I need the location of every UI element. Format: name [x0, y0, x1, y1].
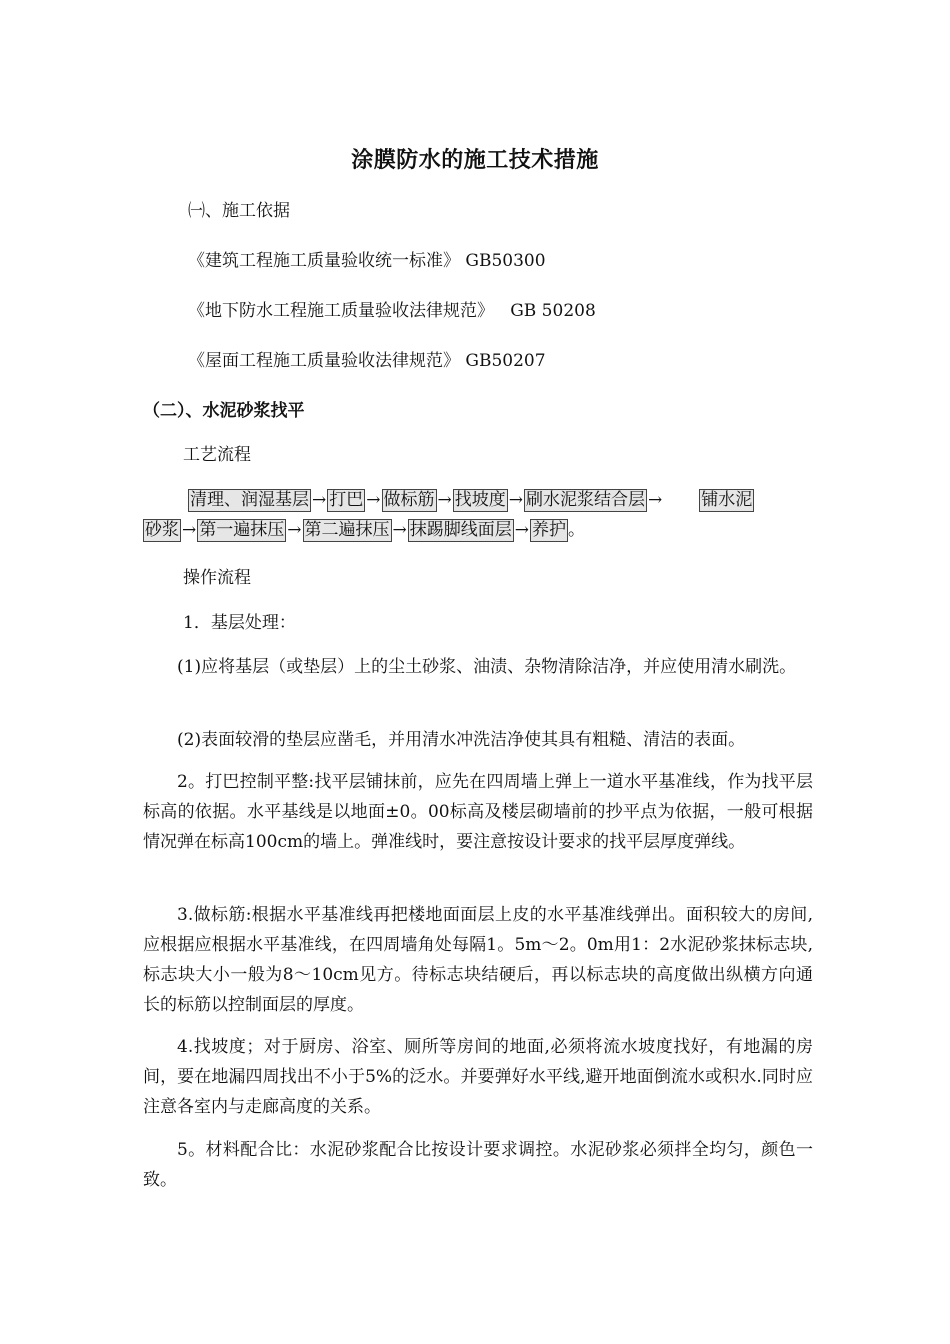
flow-step: 刷水泥浆结合层 — [526, 490, 645, 510]
flow-step: 养护 — [532, 520, 566, 540]
flow-step: 做标筋 — [383, 490, 435, 510]
flow-step: 清理、润湿基层 — [190, 490, 309, 510]
arrow-icon: → — [366, 490, 381, 510]
flow-step: 砂浆 — [145, 520, 179, 540]
arrow-icon: → — [392, 520, 407, 540]
flow-step: 找坡度 — [454, 490, 506, 510]
step-1b-text: (2)表面较滑的垫层应凿毛，并用清水冲洗洁净使其具有粗糙、清洁的表面。 — [177, 730, 746, 750]
flow-step: 铺水泥 — [701, 490, 753, 510]
flow-step: 第二遍抹压 — [304, 520, 390, 540]
paragraph — [143, 767, 813, 857]
reference-item: 《屋面工程施工质量验收法律规范》 GB50207 — [188, 351, 546, 371]
paragraph — [143, 652, 813, 682]
arrow-icon: → — [514, 520, 529, 540]
arrow-icon: → — [312, 490, 327, 510]
reference-item: 《地下防水工程施工质量验收法律规范》 GB 50208 — [188, 301, 596, 321]
section-2-heading: （二）、水泥砂浆找平 — [143, 401, 305, 421]
section-1-heading: ㈠、施工依据 — [188, 201, 290, 221]
arrow-icon: → — [287, 520, 302, 540]
paragraph — [143, 725, 813, 755]
flow-step: 打巴 — [329, 490, 364, 510]
step-3-text: 3.做标筋:根据水平基准线再把楼地面面层上皮的水平基准线弹出。面积较大的房间,应根据应根据水平基准线，在四周墙角处每隔1。5m～2。0m用1：2水泥砂浆抹标志块,标志块大小一般为8～10cm见方。待标志块结硬后，再以标志块的高度做出纵横方向通长的标筋以控制面层的厚度。 — [143, 905, 813, 1015]
process-label: 工艺流程 — [183, 445, 251, 465]
arrow-icon: → — [182, 520, 197, 540]
step-1-heading: 1．基层处理： — [183, 613, 296, 633]
paragraph — [143, 900, 813, 1020]
step-1a-text: (1)应将基层（或垫层）上的尘土砂浆、油渍、杂物清除洁净，并应使用清水刷洗。 — [177, 657, 797, 677]
process-flow-line-1 — [143, 486, 823, 514]
arrow-icon: → — [648, 490, 663, 510]
operation-label: 操作流程 — [183, 568, 251, 588]
flow-step: 抹踢脚线面层 — [409, 520, 512, 540]
arrow-icon: → — [508, 490, 523, 510]
arrow-icon: → — [437, 490, 452, 510]
paragraph — [143, 1135, 813, 1195]
document-title: 涂膜防水的施工技术措施 — [351, 148, 599, 173]
paragraph — [143, 1032, 813, 1122]
step-5-text: 5。材料配合比：水泥砂浆配合比按设计要求调控。水泥砂浆必须拌全均匀，颜色一致。 — [143, 1140, 813, 1190]
reference-item: 《建筑工程施工质量验收统一标准》 GB50300 — [188, 251, 546, 271]
step-4-text: 4.找坡度；对于厨房、浴室、厕所等房间的地面,必须将流水坡度找好，有地漏的房间，要在地漏四周找出不小于5%的泛水。并要弹好水平线,避开地面倒流水或积水.同时应注意各室内与走廊高度的关系。 — [143, 1037, 813, 1117]
process-flow-line-2 — [143, 516, 823, 544]
flow-end-mark: 。 — [568, 520, 585, 540]
step-2-text: 2。打巴控制平整:找平层铺抹前，应先在四周墙上弹上一道水平基准线，作为找平层标高的依据。水平基线是以地面±0。00标高及楼层砌墙前的抄平点为依据，一般可根据情况弹在标高100cm的墙上。弹准线时，要注意按设计要求的找平层厚度弹线。 — [143, 772, 813, 852]
flow-step: 第一遍抹压 — [199, 520, 285, 540]
